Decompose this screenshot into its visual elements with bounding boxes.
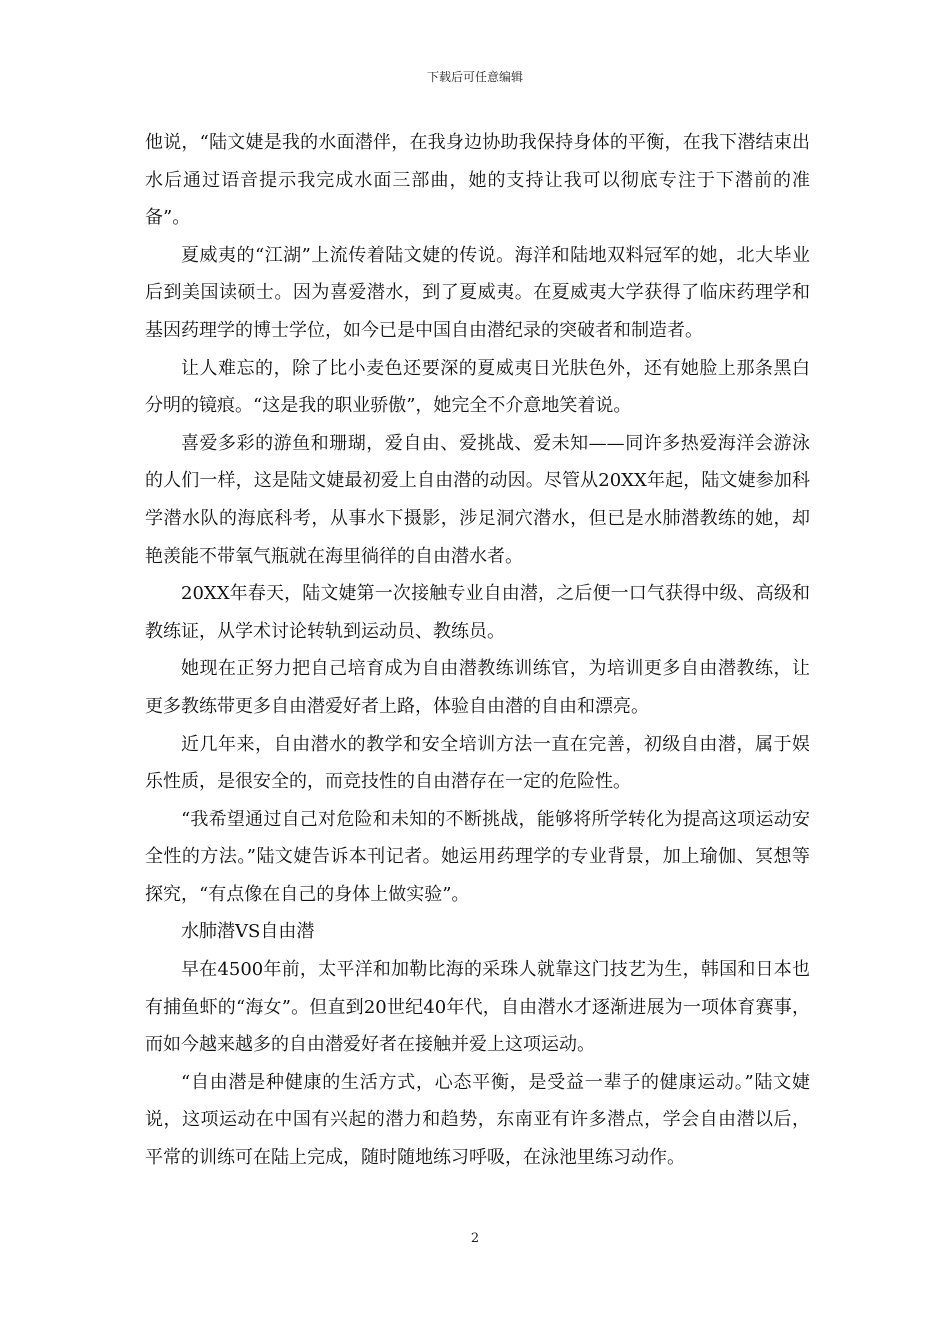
paragraph: 近几年来，自由潜水的教学和安全培训方法一直在完善，初级自由潜，属于娱乐性质，是很安全的，而竞技性的自由潜存在一定的危险性。 bbox=[145, 733, 810, 793]
page-header: 下载后可任意编辑 bbox=[426, 70, 523, 84]
paragraph: 他说，“陆文婕是我的水面潜伴，在我身边协助我保持身体的平衡，在我下潜结束出水后通过语音提示我完成水面三部曲，她的支持让我可以彻底专注于下潜前的准备”。 bbox=[145, 132, 810, 229]
paragraph: 早在4500年前，太平洋和加勒比海的采珠人就靠这门技艺为生，韩国和日本也有捕鱼虾的“海女”。但直到20世纪40年代，自由潜水才逐渐进展为一项体育赛事，而如今越来越多的自由潜爱好者在接触并爱上这项运动。 bbox=[145, 959, 810, 1056]
paragraph: 喜爱多彩的游鱼和珊瑚，爱自由、爱挑战、爱未知——同许多热爱海洋会游泳的人们一样，这是陆文婕最初爱上自由潜的动因。尽管从20XX年起，陆文婕参加科学潜水队的海底科考，从事水下摄影，涉足洞穴潜水，但已是水肺潜教练的她，却艳羡能不带氧气瓶就在海里徜徉的自由潜水者。 bbox=[145, 432, 810, 567]
page-number: 2 bbox=[470, 1231, 480, 1246]
paragraph: 她现在正努力把自己培育成为自由潜教练训练官，为培训更多自由潜教练，让更多教练带更多自由潜爱好者上路，体验自由潜的自由和漂亮。 bbox=[145, 658, 810, 717]
article-body bbox=[145, 124, 810, 1177]
paragraph: 夏威夷的“江湖”上流传着陆文婕的传说。海洋和陆地双料冠军的她，北大毕业后到美国读硕士。因为喜爱潜水，到了夏威夷。在夏威夷大学获得了临床药理学和基因药理学的博士学位，如今已是中国自由潜纪录的突破者和制造者。 bbox=[145, 244, 810, 341]
paragraph: “我希望通过自己对危险和未知的不断挑战，能够将所学转化为提高这项运动安全性的方法。”陆文婕告诉本刊记者。她运用药理学的专业背景，加上瑜伽、冥想等探究，“有点像在自己的身体上做实验”。 bbox=[145, 808, 810, 905]
paragraph: 20XX年春天，陆文婕第一次接触专业自由潜，之后便一口气获得中级、高级和教练证，从学术讨论转轨到运动员、教练员。 bbox=[145, 583, 810, 642]
paragraph: “自由潜是种健康的生活方式，心态平衡，是受益一辈子的健康运动。”陆文婕说，这项运动在中国有兴起的潜力和趋势，东南亚有许多潜点，学会自由潜以后，平常的训练可在陆上完成，随时随地练习呼吸，在泳池里练习动作。 bbox=[145, 1071, 810, 1169]
section-heading: 水肺潜VS自由潜 bbox=[181, 921, 315, 943]
paragraph: 让人难忘的，除了比小麦色还要深的夏威夷日光肤色外，还有她脸上那条黑白分明的镜痕。“这是我的职业骄傲”，她完全不介意地笑着说。 bbox=[145, 357, 810, 417]
